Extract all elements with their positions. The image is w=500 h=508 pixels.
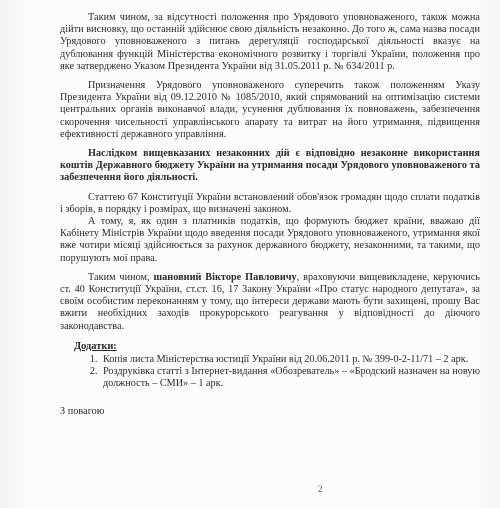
paragraph-6-text: Таким чином, шановний Вікторе Павловичу, враховуючи вищевикладене, керуючись ст. 40 Конституції України, ст.ст. 16, 17 Закону України «Про статус народного депутата», за своїм особистим переконанням у тому, що інтереси держави мають бути захищені, прошу Вас вжити необхідних заходів прокурорського реагування у відповідності до діючого законодавства. xyxy=(60,271,480,332)
addition-item-2: 2. Роздруківка статті з Інтернет-видання «Обозреватель» – «Бродский назначен на новую должность – СМИ» – 1 арк. xyxy=(100,366,480,390)
paragraph-5: А тому, я, як один з платників податків, що формують бюджет країни, вважаю дії Кабінету Міністрів України щодо введення посади Урядового уповноваженого, утримання якої вже чотири місяці здійснюється за рахунок державного бюджету, незаконними, та такими, що порушують мої права. xyxy=(60,216,480,264)
paragraph-4: Статтею 67 Конституції України встановлений обов'язок громадян щодо сплати податків і зборів, в порядку і розмірах, що визначені законом. xyxy=(60,191,480,215)
additions-list xyxy=(60,354,480,391)
salutation-name: шановний Вікторе Павловичу xyxy=(153,271,297,283)
addition-item-1: 1. Копія листа Міністерства юстиції України від 20.06.2011 р. № 399-0-2-11/71 – 2 арк. xyxy=(100,354,480,366)
closing-regards: З повагою xyxy=(60,406,105,418)
paragraph-6 xyxy=(60,272,480,333)
page-number: 2 xyxy=(318,484,323,494)
paragraph-2: Призначення Урядового уповноваженого суперечить також положенням Указу Президента України від 09.12.2010 № 1085/2010, який спрямований на оптимізацію системи центральних органів виконавчої влади, усунення дублювання їх повноважень, забезпечення скорочення чисельності управлінського апарату та витрат на його утримання, підвищення ефективності державного управління. xyxy=(60,80,480,140)
paragraph-3-bold: Наслідком вищевказаних незаконних дій є відповідно незаконне використання коштів Державного бюджету України на утримання посади Урядового уповноваженого та забезпечення його діяльності. xyxy=(60,148,480,184)
additions-heading: Додатки: xyxy=(74,340,117,352)
paragraph-1: Таким чином, за відсутності положення про Урядового уповноваженого, також можна дійти висновку, що останній здійснює свою діяльність незаконно. До того ж, сама назва посади Урядового уповноваженого з питань дерегуляції господарської діяльності вказує на дублювання функцій Міністерства економічного розвитку і торгівлі України, положення про яке затверджено Указом Президента України від 31.05.2011 р. № 634/2011 р. xyxy=(60,12,480,72)
